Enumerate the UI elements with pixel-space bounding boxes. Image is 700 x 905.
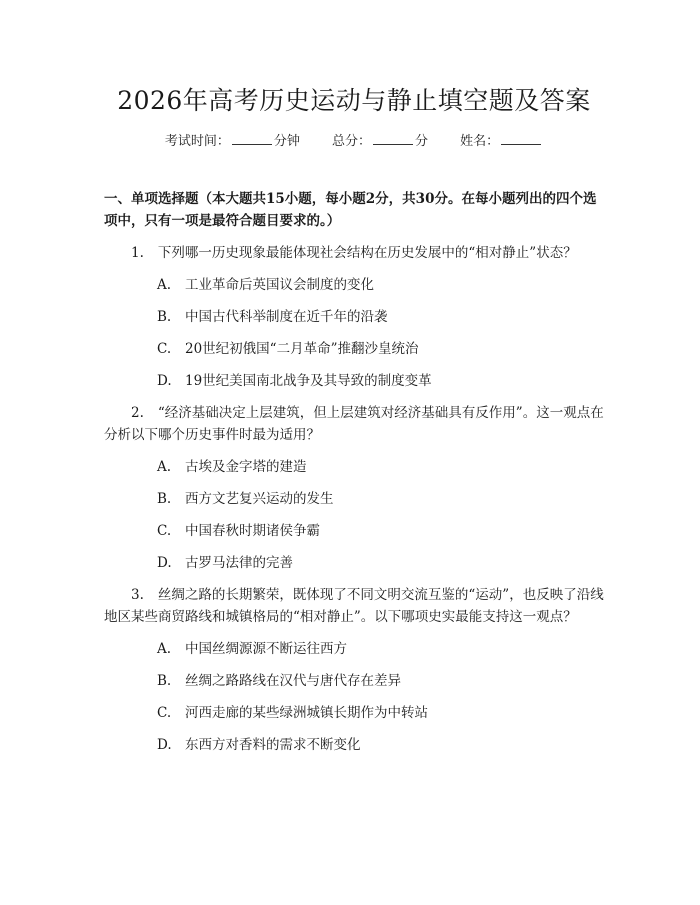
option-text: 中国春秋时期诸侯争霸 (185, 523, 320, 539)
option-key: A. (157, 277, 172, 293)
question-2-options (104, 456, 604, 574)
option-text: 中国古代科举制度在近千年的沿袭 (185, 309, 388, 325)
option-text: 河西走廊的某些绿洲城镇长期作为中转站 (185, 705, 428, 721)
question-text: 下列哪一历史现象最能体现社会结构在历史发展中的“相对静止”状态？ (157, 245, 577, 261)
question-3-options (104, 638, 604, 756)
option-key: A. (157, 641, 172, 657)
option-c (104, 702, 604, 724)
option-b (104, 306, 604, 328)
student-name (460, 132, 543, 152)
student-name-label: 姓名： (460, 134, 500, 149)
question-text: “经济基础决定上层建筑，但上层建筑对经济基础具有反作用”。这一观点在分析以下哪个历史事件时最为适用？ (104, 405, 604, 443)
option-a (104, 638, 604, 660)
total-score (332, 132, 428, 152)
option-text: 古埃及金字塔的建造 (185, 459, 307, 475)
option-key: B. (157, 309, 172, 325)
option-text: 丝绸之路路线在汉代与唐代存在差异 (185, 673, 401, 689)
exam-time-label: 考试时间： (164, 134, 230, 149)
total-score-blank (373, 132, 413, 145)
option-a (104, 274, 604, 296)
student-name-blank (501, 132, 541, 145)
option-key: D. (157, 373, 172, 389)
total-score-unit: 分 (415, 134, 429, 149)
option-text: 西方文艺复兴运动的发生 (185, 491, 334, 507)
question-number: 2. (131, 405, 144, 421)
document-title: 2026年高考历史运动与静止填空题及答案 (117, 86, 591, 115)
option-text: 19世纪美国南北战争及其导致的制度变革 (185, 373, 432, 389)
question-1-options (104, 274, 604, 392)
option-key: C. (157, 341, 172, 357)
exam-time-blank (232, 132, 272, 145)
question-number: 1. (131, 245, 144, 261)
total-score-label: 总分： (331, 134, 371, 149)
question-3 (104, 584, 604, 628)
option-text: 中国丝绸源源不断运往西方 (185, 641, 347, 657)
option-d (104, 552, 604, 574)
exam-time-unit: 分钟 (273, 134, 300, 149)
option-key: C. (157, 523, 172, 539)
option-d (104, 370, 604, 392)
section-heading: 一、单项选择题（本大题共15小题，每小题2分，共30分。在每小题列出的四个选项中，只有一项是最符合题目要求的。） (104, 191, 597, 229)
question-number: 3. (131, 587, 144, 603)
exam-time (165, 132, 300, 152)
question-text: 丝绸之路的长期繁荣，既体现了不同文明交流互鉴的“运动”，也反映了沿线地区某些商贸路线和城镇格局的“相对静止”。以下哪项史实最能支持这一观点？ (104, 587, 604, 625)
option-b (104, 670, 604, 692)
option-c (104, 338, 604, 360)
option-key: D. (157, 737, 172, 753)
option-key: D. (157, 555, 172, 571)
option-key: C. (157, 705, 172, 721)
option-b (104, 488, 604, 510)
option-key: A. (157, 459, 172, 475)
option-a (104, 456, 604, 478)
option-text: 20世纪初俄国“二月革命”推翻沙皇统治 (185, 341, 419, 357)
option-c (104, 520, 604, 542)
option-key: B. (157, 673, 172, 689)
question-2 (104, 402, 604, 446)
option-d (104, 734, 604, 756)
option-text: 古罗马法律的完善 (185, 555, 293, 571)
question-1 (104, 242, 604, 264)
option-text: 工业革命后英国议会制度的变化 (185, 277, 374, 293)
option-text: 东西方对香料的需求不断变化 (185, 737, 361, 753)
option-key: B. (157, 491, 172, 507)
exam-meta (104, 132, 604, 152)
